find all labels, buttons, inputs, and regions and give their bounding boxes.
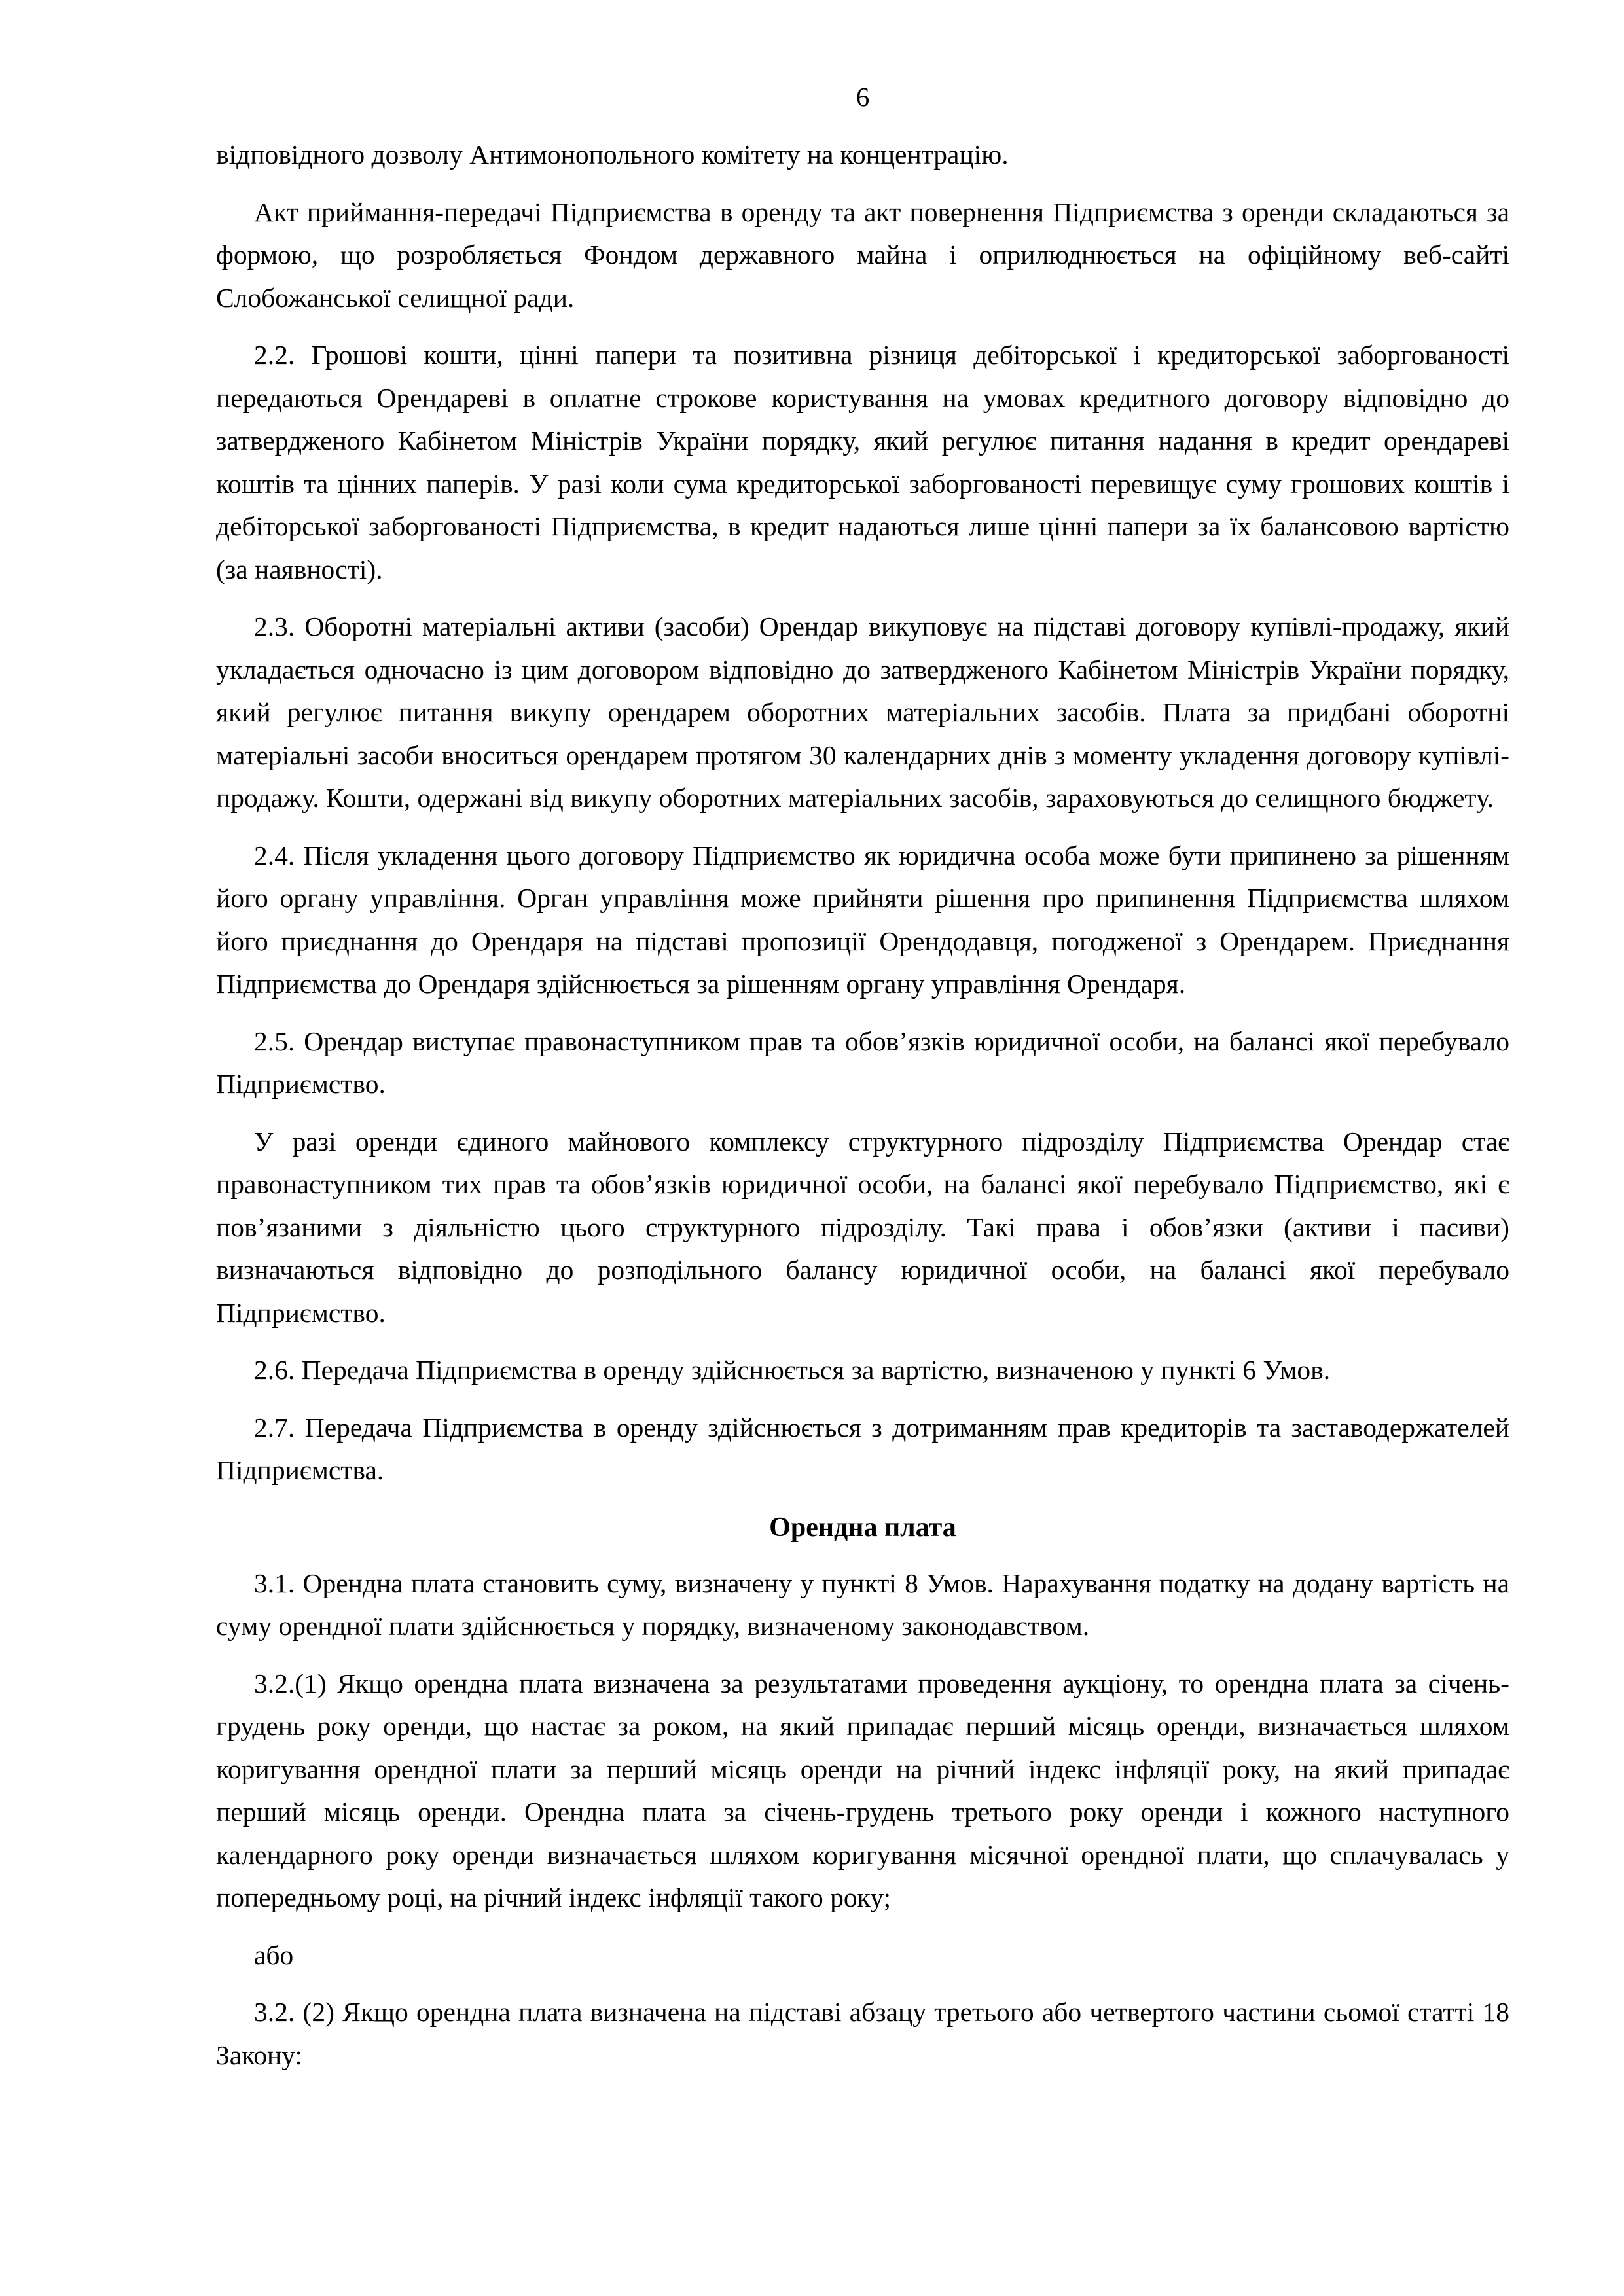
paragraph-2-7: 2.7. Передача Підприємства в оренду здійснюється з дотриманням прав кредиторів та заставодержателей Підприємства. xyxy=(216,1412,1509,1485)
page-number: 6 xyxy=(856,82,870,112)
paragraph-2-2: 2.2. Грошові кошти, цінні папери та позитивна різниця дебіторської і кредиторської заборгованості передаються Орендареві в оплатне строкове користування на умовах кредитного договору відповідно до затвердженого Кабінетом Міністрів України порядку, який регулює питання надання в кредит орендареві коштів та цінних паперів. У разі коли сума кредиторської заборгованості перевищує суму грошових коштів і дебіторської заборгованості Підприємства, в кредит надаються лише цінні папери за їх балансовою вартістю (за наявності). xyxy=(216,340,1509,584)
paragraph-continuation: відповідного дозволу Антимонопольного комітету на концентрацію. xyxy=(216,139,1009,170)
document-page xyxy=(216,77,1509,2091)
paragraph-3-2-2: 3.2. (2) Якщо орендна плата визначена на підставі абзацу третього або четвертого частини сьомої статті 18 Закону: xyxy=(216,1997,1509,2070)
paragraph-2-5-structural-unit: У разі оренди єдиного майнового комплексу структурного підрозділу Підприємства Орендар стає правонаступником тих прав та обов’язків юридичної особи, на балансі якої перебувало Підприємство, які є пов’язаними з діяльністю цього структурного підрозділу. Такі права і обов’язки (активи і пасиви) визначаються відповідно до розподільного балансу юридичної особи, на балансі якої перебувало Підприємство. xyxy=(216,1126,1509,1328)
paragraph-or: або xyxy=(254,1939,294,1970)
paragraph-acceptance-act: Акт приймання-передачі Підприємства в оренду та акт повернення Підприємства з оренди складаються за формою, що розробляється Фондом державного майна і оприлюднюється на офіційному веб-сайті Слобожанської селищної ради. xyxy=(216,196,1509,313)
paragraph-2-5: 2.5. Орендар виступає правонаступником прав та обов’язків юридичної особи, на балансі якої перебувало Підприємство. xyxy=(216,1026,1509,1099)
paragraph-3-1: 3.1. Орендна плата становить суму, визначену у пункті 8 Умов. Нарахування податку на додану вартість на суму орендної плати здійснюється у порядку, визначеному законодавством. xyxy=(216,1568,1509,1641)
paragraph-3-2-1: 3.2.(1) Якщо орендна плата визначена за результатами проведення аукціону, то орендна плата за січень-грудень року оренди, що настає за роком, на який припадає перший місяць оренди, визначається шляхом коригування орендної плати за перший місяць оренди на річний індекс інфляції року, на який припадає перший місяць оренди. Орендна плата за січень-грудень третього року оренди і кожного наступного календарного року оренди визначається шляхом коригування місячної орендної плати, що сплачувалась у попередньому році, на річний індекс інфляції такого року; xyxy=(216,1668,1509,1912)
paragraph-2-3: 2.3. Оборотні матеріальні активи (засоби) Орендар викуповує на підставі договору купівлі-продажу, який укладається одночасно із цим договором відповідно до затвердженого Кабінетом Міністрів України порядку, який регулює питання викупу орендарем оборотних матеріальних засобів. Плата за придбані оборотні матеріальні засоби вноситься орендарем протягом 30 календарних днів з моменту укладення договору купівлі-продажу. Кошти, одержані від викупу оборотних матеріальних засобів, зараховуються до селищного бюджету. xyxy=(216,611,1509,813)
section-heading-rent: Орендна плата xyxy=(769,1512,956,1543)
paragraph-2-6: 2.6. Передача Підприємства в оренду здійснюється за вартістю, визначеною у пункті 6 Умов. xyxy=(254,1355,1331,1385)
paragraph-2-4: 2.4. Після укладення цього договору Підприємство як юридична особа може бути припинено за рішенням його органу управління. Орган управління може прийняти рішення про припинення Підприємства шляхом його приєднання до Орендаря на підставі пропозиції Орендодавця, погодженої з Орендарем. Приєднання Підприємства до Орендаря здійснюється за рішенням органу управління Орендаря. xyxy=(216,840,1509,999)
